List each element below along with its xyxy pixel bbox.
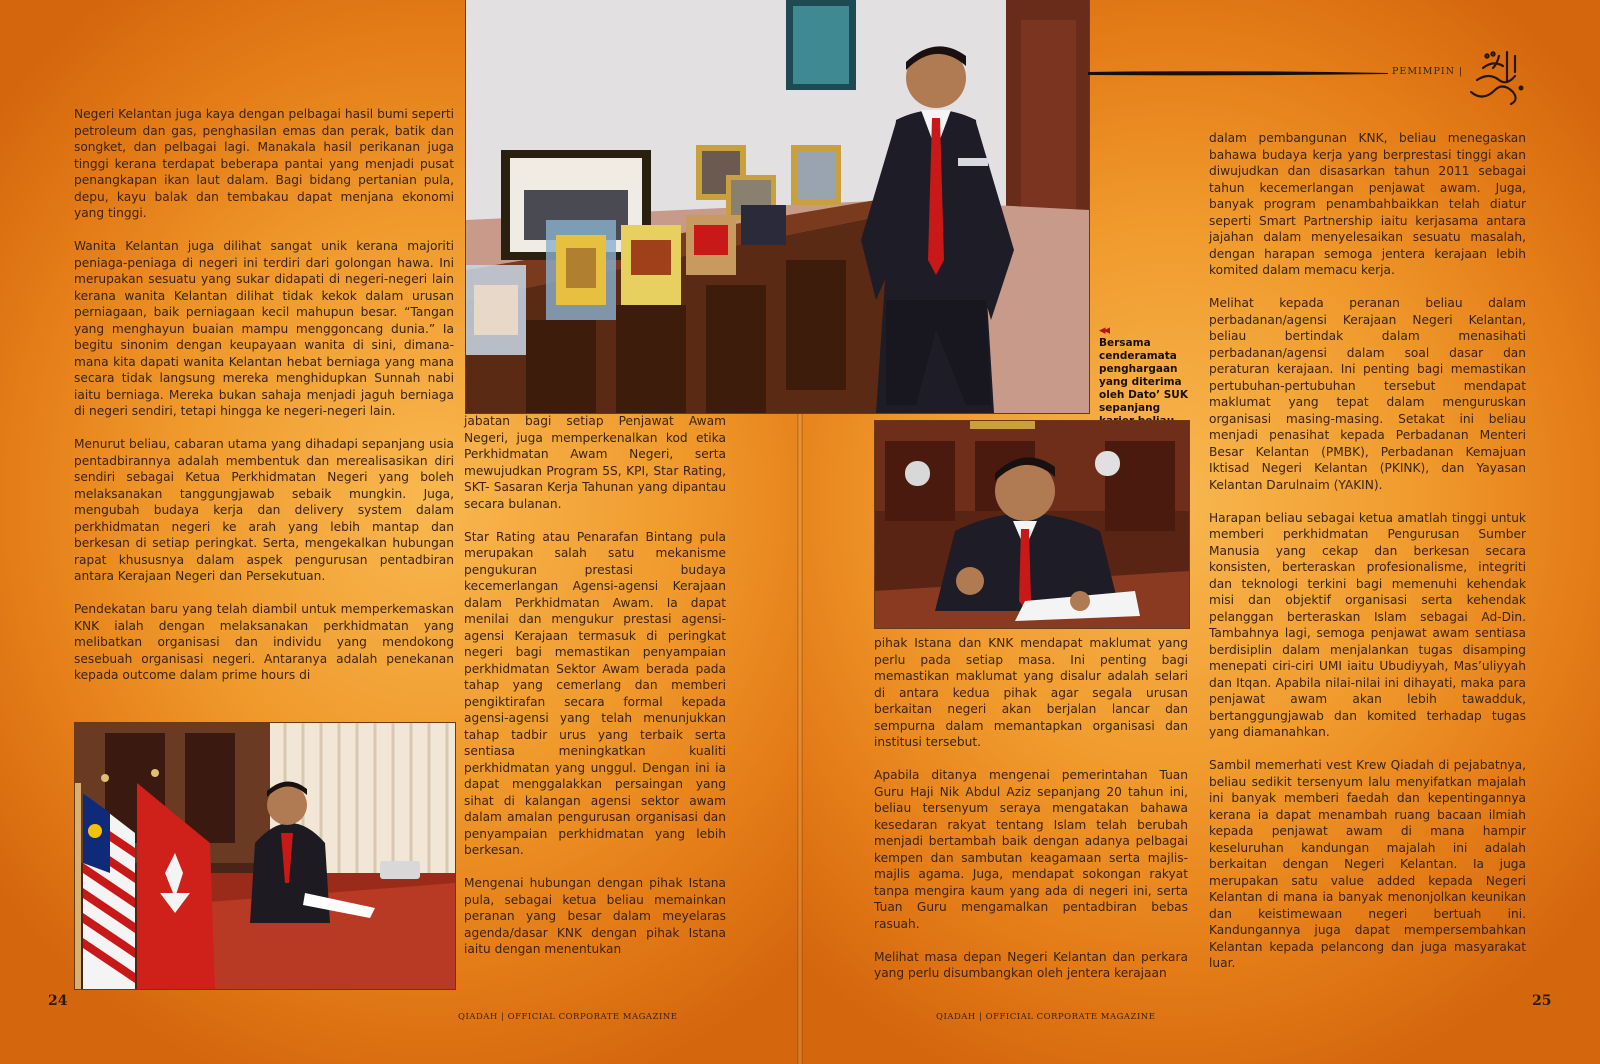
paragraph: Mengenai hubungan dengan pihak Istana pula, sebagai ketua beliau memainkan peranan yang besar dalam meyelaras agenda/dasar KNK dengan pihak Istana iaitu dengan menentukan — [464, 876, 726, 956]
paragraph: Melihat masa depan Negeri Kelantan dan perkara yang perlu disumbangkan oleh jentera kerajaan — [874, 949, 1188, 980]
photo-desk-with-flags — [74, 722, 456, 990]
caption-text: Bersama cenderamata penghargaan yang diterima oleh Dato’ SUK sepanjang — [1099, 337, 1188, 414]
arabic-calligraphy-logo-icon — [1463, 42, 1527, 112]
paragraph: Apabila ditanya mengenai pemerintahan Tuan Guru Haji Nik Abdul Aziz sepanjang 20 tahun ini, beliau tersenyum seraya mengatakan bahawa kesedaran rakyat tentang Islam telah berubah menjadi bertambah baik dengan adanya pelbagai kempen dan sambutan keagamaan serta majlis-majlis agama. Juga, mendapat sokongan rakyat tanpa mengira kaum yang ada di negeri ini, serta Tuan Guru mengamalkan pentadbiran bebas rasuah. — [874, 768, 1188, 931]
paragraph: Menurut beliau, cabaran utama yang dihadapi sepanjang usia pentadbirannya adalah membentuk dan merealisasikan diri sendiri sebagai Ketua Perkhidmatan Negeri yang boleh melaksanakan tanggungjawab sebaik mungkin. Juga, mengubah budaya kerja dan delivery system dalam perkhidmatan negeri ke arah yang lebih mantap dan berkesan di setiap peringkat. Serta, mengekalkan hubungan rapat khususnya dalam aspek pengurusan pentadbiran antara Kerajaan Negeri dan Persekutuan. — [74, 437, 454, 583]
article-column-2 — [464, 413, 726, 958]
paragraph: jabatan bagi setiap Penjawat Awam Negeri, juga memperkenalkan kod etika Perkhidmatan Awam Negeri, serta mewujudkan Program 5S, KPI, Star Rating, SKT- Sasaran Kerja Tahunan yang dipantau secara bulanan. — [464, 414, 726, 511]
page-number-left: 24 — [48, 993, 68, 1009]
article-column-3 — [874, 635, 1188, 982]
photo-seated-at-desk — [874, 420, 1190, 629]
footer-right: QIADAH | OFFICIAL CORPORATE MAGAZINE — [936, 1012, 1156, 1022]
paragraph: Negeri Kelantan juga kaya dengan pelbagai hasil bumi seperti petroleum dan gas, penghasilan emas dan perak, batik dan songket, dan pelbagai lagi. Manakala hasil perikanan juga tinggi kerana terdapat beberapa pantai yang menjadi pusat penangkapan ikan laut dalam. Bagi bidang pertanian pula, depu, kayu balak dan tembakau dapat menjana ekonomi yang tinggi. — [74, 107, 454, 220]
article-column-1 — [74, 106, 454, 684]
paragraph: Wanita Kelantan juga dilihat sangat unik kerana majoriti peniaga-peniaga di negeri ini terdiri dari golongan hawa. Ini merupakan sesuatu yang sukar didapati di negeri-negeri lain kerana wanita Kelantan dilihat tidak kekok dalam urusan perniagaan, baik perniagaan kecil mahupun besar. “Tangan yang menghayun buaian mampu menggoncang dunia.” Ia begitu sinonim dengan keupayaan wanita di sini, dimana-mana kita dapati wanita Kelantan hebat berniaga yang mana secara tidak langsung mereka menghidupkan Sunnah nabi iaitu berniaga. Mereka bukan sahaja menjadi jaguh berniaga di negeri sendiri, tetapi hingga ke negeri-negeri lain. — [74, 239, 454, 418]
paragraph: Harapan beliau sebagai ketua amatlah tinggi untuk memberi perkhidmatan Pengurusan Sumber Manusia yang cekap dan berkesan secara konsisten, berteraskan profesionalisme, integriti dan teknologi terkini bagi memenuhi kehendak misi dan objektif organisasi serta kehendak pelanggan berteraskan Islam sebagai Ad-Din. Tambahnya lagi, semoga penjawat awam sentiasa berdisiplin dalam menjalankan tugas disamping menepati ciri-ciri UMI iaitu Ubudiyyah, Mas’uliyyah dan Itqan. Apabila nilai-nilai ini dihayati, maka para penjawat awam akan lebih tawadduk, bertanggungjawab dan komited terhadap tugas yang diamanahkan. — [1209, 510, 1526, 739]
section-label: PEMIMPIN | — [1392, 66, 1464, 77]
paragraph: Pendekatan baru yang telah diambil untuk memperkemaskan KNK ialah dengan melaksanakan perkhidmatan yang melibatkan organisasi dan individu yang mendokong sesebuah organisasi negeri. Antaranya adalah penekanan kepada outcome dalam prime hours di — [74, 602, 454, 682]
caption-arrow-icon: ◂◂ — [1099, 323, 1109, 338]
photo-desk-with-flags-image — [75, 723, 455, 989]
paragraph: Star Rating atau Penarafan Bintang pula merupakan salah satu mekanisme pengukuran prestasi budaya kecemerlangan Agensi-agensi Kerajaan dalam Perkhidmatan Awam. Ia dapat menilai dan mengukur prestasi agensi-agensi Kerajaan termasuk di peringkat negeri bagi memastikan penyampaian perkhidmatan Sektor Awam berada pada tahap yang cemerlang dan memberi pengiktirafan secara formal kepada agensi-agensi yang telah menunjukkan tahap tadbir urus yang terbaik serta sentiasa meningkatkan kualiti perkhidmatan yang unggul. Dengan ini ia dapat menggalakkan persaingan yang sihat di kalangan agensi sektor awam dalam amalan pengurusan organisasi dan penyampaian perkhidmatan yang lebih berkesan. — [464, 529, 726, 857]
paragraph: Sambil memerhati vest Krew Qiadah di pejabatnya, beliau sedikit tersenyum lalu menyifatkan majalah ini banyak memberi faedah dan kepentingannya kerana ia dapat menambah ruang bacaan ilmiah kepada penjawat awam di mana hampir keseluruhan kandungan majalah ini adalah berkaitan dengan Negeri Kelantan. Ia juga merupakan satu value added kepada Negeri Kelantan di mana ia banyak menonjolkan keunikan dan keistimewaan negeri bertuah ini. Kandungannya juga dapat mempersembahkan Kelantan kepada pelancong dan juga masyarakat luar. — [1209, 758, 1526, 970]
page-number-right: 25 — [1532, 993, 1552, 1009]
photo-standing-with-souvenirs-image — [466, 0, 1089, 413]
photo-caption — [1099, 325, 1189, 428]
photo-seated-at-desk-image — [875, 421, 1189, 628]
article-column-4 — [1209, 130, 1526, 972]
footer-left: QIADAH | OFFICIAL CORPORATE MAGAZINE — [458, 1012, 678, 1022]
paragraph: Melihat kepada peranan beliau dalam perbadanan/agensi Kerajaan Negeri Kelantan, beliau bertindak dalam menasihati perbadanan/agensi dalam soal dasar dan peraturan kerajaan. Ini penting bagi memastikan pertubuhan-pertubuhan tersebut mendapat maklumat yang tepat dalam menguruskan organisasi masing-masing. Setakat ini beliau menjadi penasihat kepada Perbadanan Menteri Besar Kelantan (PMBK), Perbadanan Kemajuan Iktisad Negeri Kelantan (PKINK), dan Yayasan Kelantan Darulnaim (YAKIN). — [1209, 296, 1526, 492]
paragraph: dalam pembangunan KNK, beliau menegaskan bahawa budaya kerja yang berprestasi tinggi akan diwujudkan dan disasarkan tahun 2011 sebagai tahun kecemerlangan penjawat awam. Juga, banyak program penambahbaikkan telah diatur seperti Smart Partnership iaitu kerjasama antara jajahan dalam menyelesaikan sesuatu masalah, dengan harapan semoga jentera kerajaan lebih komited dalam memacu kerja. — [1209, 131, 1526, 277]
paragraph: pihak Istana dan KNK mendapat maklumat yang perlu pada setiap masa. Ini penting bagi memastikan maklumat yang disalur adalah selari di antara kedua pihak agar segala urusan berkaitan negeri akan berjalan lancar dan sempurna dalam memantapkan organisasi dan institusi tersebut. — [874, 636, 1188, 749]
header-brush-rule — [1088, 70, 1388, 76]
photo-standing-with-souvenirs — [465, 0, 1090, 414]
